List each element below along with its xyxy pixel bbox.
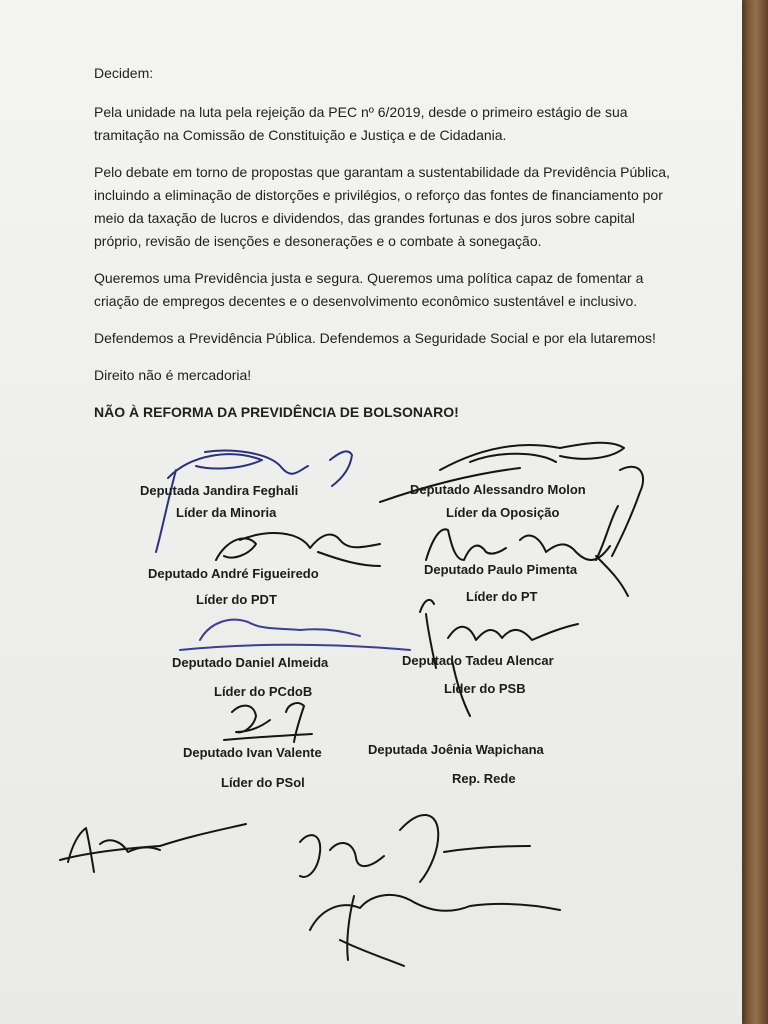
signatory-name: Deputada Joênia Wapichana <box>368 742 544 757</box>
signatory-role: Líder do PT <box>466 589 538 604</box>
signatory-name: Deputada Jandira Feghali <box>140 483 299 498</box>
document-body <box>94 62 674 424</box>
paragraph-5: Direito não é mercadoria! <box>94 367 252 383</box>
signatory-role: Líder do PCdoB <box>214 684 313 699</box>
signatory-name: Deputado André Figueiredo <box>148 566 319 581</box>
signature-almeida-mark <box>180 620 410 650</box>
signatory-name: Deputado Tadeu Alencar <box>402 653 554 668</box>
signatory-role: Líder do PSol <box>221 775 305 790</box>
signature-sorrentino-mark <box>60 824 246 872</box>
paragraph-2: Pelo debate em torno de propostas que garantam a sustentabilidade da Previdência Pública, incluindo a eliminação de distorções e privilégios, o reforço das fontes de financiamento por meio da taxação de lucros e dividendos, das grandes fortunas e dos juros sobre capital próprio, revisão de isenções e desonerações e o combate à sonegação. <box>94 164 670 249</box>
paragraph-3: Queremos uma Previdência justa e segura. Queremos uma política capaz de fomentar a criação de empregos decentes e o desenvolvimento econômico sustentável e inclusivo. <box>94 270 644 309</box>
signature-pres-pt-mark <box>310 895 560 966</box>
signatory-name: Deputado Ivan Valente <box>183 745 322 760</box>
signatory-name: Deputado Daniel Almeida <box>172 655 329 670</box>
signatory-role: Líder do PSB <box>444 681 526 696</box>
signature-molon-mark <box>380 443 643 560</box>
signatory-name: Deputado Paulo Pimenta <box>424 562 578 577</box>
paragraph-1: Pela unidade na luta pela rejeição da PEC nº 6/2019, desde o primeiro estágio de sua tramitação na Comissão de Constituição e Justiça e de Cidadania. <box>94 104 628 143</box>
paragraph-4: Defendemos a Previdência Pública. Defendemos a Seguridade Social e por ela lutaremos! <box>94 330 656 346</box>
signatory-role: Rep. Rede <box>452 771 516 786</box>
signatory-name: Deputado Alessandro Molon <box>410 482 586 497</box>
opening-line: Decidem: <box>94 65 154 81</box>
signature-valente-mark <box>224 703 312 742</box>
signature-feghali-mark <box>156 451 352 552</box>
slogan-heading: NÃO À REFORMA DA PREVIDÊNCIA DE BOLSONARO! <box>94 404 459 420</box>
signatory-role: Líder do PDT <box>196 592 277 607</box>
signature-figueiredo-mark <box>216 533 380 566</box>
signatory-role: Líder da Oposição <box>446 505 560 520</box>
signatory-role: Líder da Minoria <box>176 505 277 520</box>
signature-lupi-mark <box>300 815 530 882</box>
